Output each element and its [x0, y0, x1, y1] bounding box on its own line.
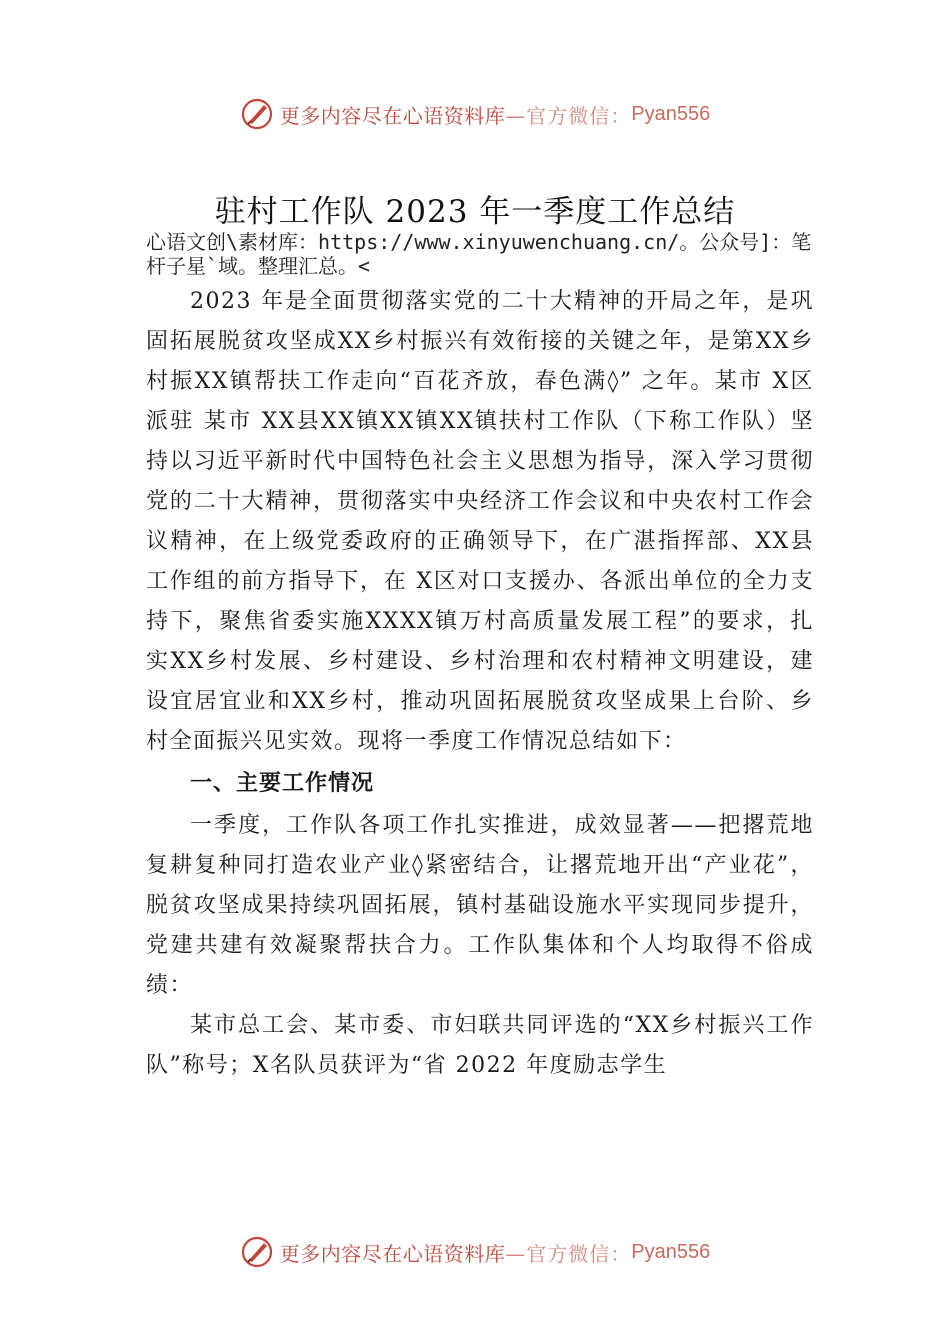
banner-title: 更多内容尽在心语资料库 [279, 1241, 506, 1266]
honors-paragraph: 某市总工会、某市委、市妇联共同评选的“XX乡村振兴工作队”称号；X名队员获评为“省 2022 年度励志学生 [146, 1013, 814, 1078]
quill-seal-icon [240, 1235, 274, 1269]
intro-paragraph: 2023 年是全面贯彻落实党的二十大精神的开局之年，是巩固拓展脱贫攻坚成XX乡村振兴有效衔接的关键之年，是第XX乡村振XX镇帮扶工作走向“百花齐放，春色满◊” 之年。某市 X区派驻 某市 XX县XX镇XX镇XX镇扶村工作队（下称工作队）坚持以习近平新时代中国特色社会主义思想为指导，深入学习贯彻党的二十大精神，贯彻落实中央经济工作会议和中央农村工作会议精神，在上级党委政府的正确领导下，在广湛指挥部、XX县工作组的前方指导下，在 X区对口支援办、各派出单位的全力支持下，聚焦省委实施XXXX镇万村高质量发展工程”的要求，扎实XX乡村发展、乡村建设、乡村治理和农村精神文明建设，建设宜居宜业和XX乡村，推动巩固拓展脱贫攻坚成果上台阶、乡村全面振兴见实效。现将一季度工作情况总结如下： [146, 289, 814, 754]
banner-wechat-id: Pyan556 [631, 1240, 711, 1263]
document-body [146, 282, 814, 1086]
banner-wechat-label: —官方微信： [505, 103, 632, 128]
document-title: 驻村工作队 2023 年一季度工作总结 [214, 194, 736, 230]
header-banner [0, 94, 950, 134]
source-note: 心语文创\素材库：https://www.xinyuwenchuang.cn/。公众号]：笔杆子星`域。整理汇总。< [146, 230, 812, 278]
banner-wechat-label: —官方微信： [505, 1241, 632, 1266]
footer-banner [0, 1232, 950, 1272]
banner-title: 更多内容尽在心语资料库 [279, 103, 506, 128]
section-heading: 一、主要工作情况 [190, 771, 375, 796]
section-paragraph: 一季度，工作队各项工作扎实推进，成效显著——把撂荒地复耕复种同打造农业产业◊紧密结合，让撂荒地开出“产业花”，脱贫攻坚成果持续巩固拓展，镇村基础设施水平实现同步提升，党建共建有效凝聚帮扶合力。工作队集体和个人均取得不俗成绩： [146, 813, 814, 998]
quill-seal-icon [240, 97, 274, 131]
banner-wechat-id: Pyan556 [631, 102, 711, 125]
